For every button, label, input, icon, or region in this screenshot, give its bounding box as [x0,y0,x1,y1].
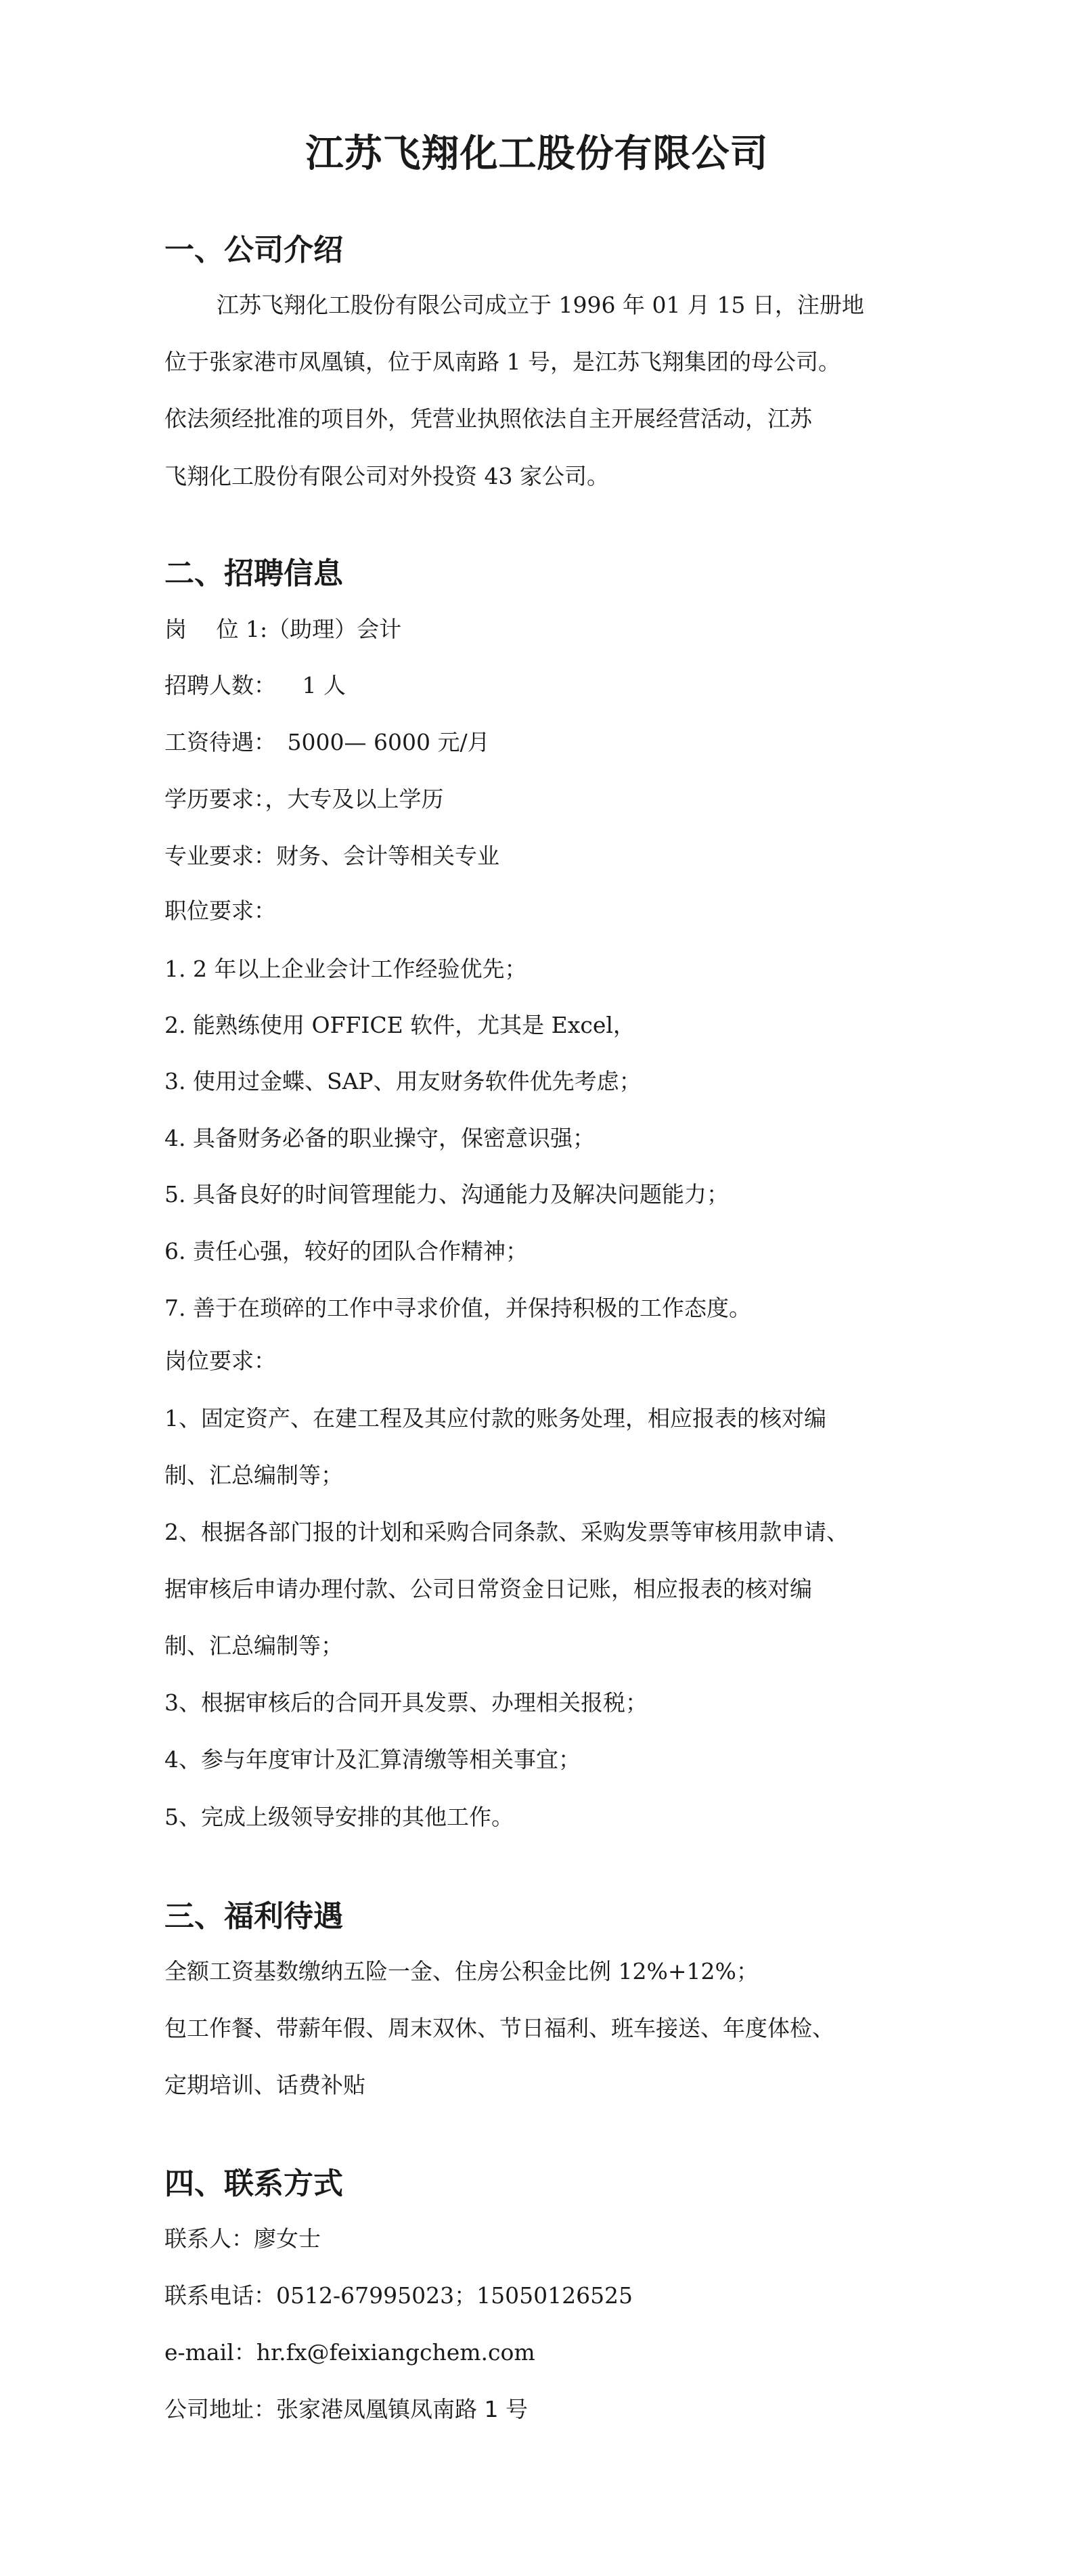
salary-row [164,726,490,759]
section-heading-intro: 一、公司介绍 [164,233,343,267]
contact-phone-row [164,2280,633,2312]
major-value: 财务、会计等相关专业 [276,843,499,869]
contact-email-label: e-mail： [164,2339,256,2366]
major-label: 专业要求： [164,843,276,869]
intro-line: 江苏飞翔化工股份有限公司成立于 1996 年 01 月 15 日，注册地 [217,292,864,318]
contact-person-value: 廖女士 [254,2225,321,2252]
duty-line: 1、固定资产、在建工程及其应付款的账务处理，相应报表的核对编 [164,1405,826,1431]
requirements-heading: 职位要求： [164,897,276,924]
count-row [164,669,346,702]
position-label: 岗 位 [164,616,239,642]
duty-line: 5、完成上级领导安排的其他工作。 [164,1804,514,1830]
requirement-item: 3. 使用过金蝶、SAP、用友财务软件优先考虑； [164,1068,642,1094]
intro-line: 位于张家港市凤凰镇，位于凤南路 1 号，是江苏飞翔集团的母公司。 [164,349,841,375]
count-label: 招聘人数： [164,672,276,698]
duty-line: 2、根据各部门报的计划和采购合同条款、采购发票等审核用款申请、 [164,1519,849,1545]
duty-line: 制、汇总编制等； [164,1462,343,1488]
salary-value: 5000— 6000 元/月 [287,729,490,755]
contact-person-label: 联系人： [164,2225,254,2252]
section-heading-benefits: 三、福利待遇 [164,1899,343,1934]
section-heading-contact: 四、联系方式 [164,2167,343,2201]
requirement-item: 5. 具备良好的时间管理能力、沟通能力及解决问题能力； [164,1181,729,1207]
requirement-item: 7. 善于在琐碎的工作中寻求价值，并保持积极的工作态度。 [164,1295,751,1321]
contact-address-row [164,2393,528,2426]
duties-heading: 岗位要求： [164,1348,276,1374]
contact-phone-label: 联系电话： [164,2282,276,2309]
salary-label: 工资待遇： [164,729,276,755]
benefit-line: 包工作餐、带薪年假、周末双休、节日福利、班车接送、年度体检、 [164,2015,834,2041]
contact-person-row [164,2223,321,2255]
section-heading-recruit: 二、招聘信息 [164,556,343,591]
duty-line: 据审核后申请办理付款、公司日常资金日记账，相应报表的核对编 [164,1576,812,1602]
benefit-line: 定期培训、话费补贴 [164,2072,365,2098]
intro-line: 飞翔化工股份有限公司对外投资 43 家公司。 [164,463,609,489]
education-value: ，大专及以上学历 [265,786,444,812]
requirement-item: 1. 2 年以上企业会计工作经验优先； [164,956,527,982]
contact-address-label: 公司地址： [164,2396,276,2422]
contact-phone-value: 0512-67995023；15050126525 [276,2282,633,2309]
contact-address-value: 张家港凤凰镇凤南路 1 号 [276,2396,528,2422]
benefit-line: 全额工资基数缴纳五险一金、住房公积金比例 12%+12%； [164,1958,759,1984]
duty-line: 3、根据审核后的合同开具发票、办理相关报税； [164,1689,648,1716]
requirement-item: 6. 责任心强，较好的团队合作精神； [164,1238,528,1264]
position-row [164,613,401,646]
major-row [164,840,499,872]
duty-line: 4、参与年度审计及汇算清缴等相关事宜； [164,1746,581,1773]
education-row [164,783,444,816]
position-value: 1:（助理）会计 [246,616,402,642]
requirement-item: 2. 能熟练使用 OFFICE 软件，尤其是 Excel， [164,1012,635,1038]
intro-line: 依法须经批准的项目外，凭营业执照依法自主开展经营活动，江苏 [164,405,812,432]
duty-line: 制、汇总编制等； [164,1633,343,1659]
contact-email-value: hr.fx@feixiangchem.com [256,2339,535,2366]
education-label: 学历要求： [164,786,265,812]
contact-email-row [164,2336,535,2369]
count-value: 1 人 [302,672,346,698]
document-title: 江苏飞翔化工股份有限公司 [305,132,769,176]
requirement-item: 4. 具备财务必备的职业操守，保密意识强； [164,1125,595,1151]
